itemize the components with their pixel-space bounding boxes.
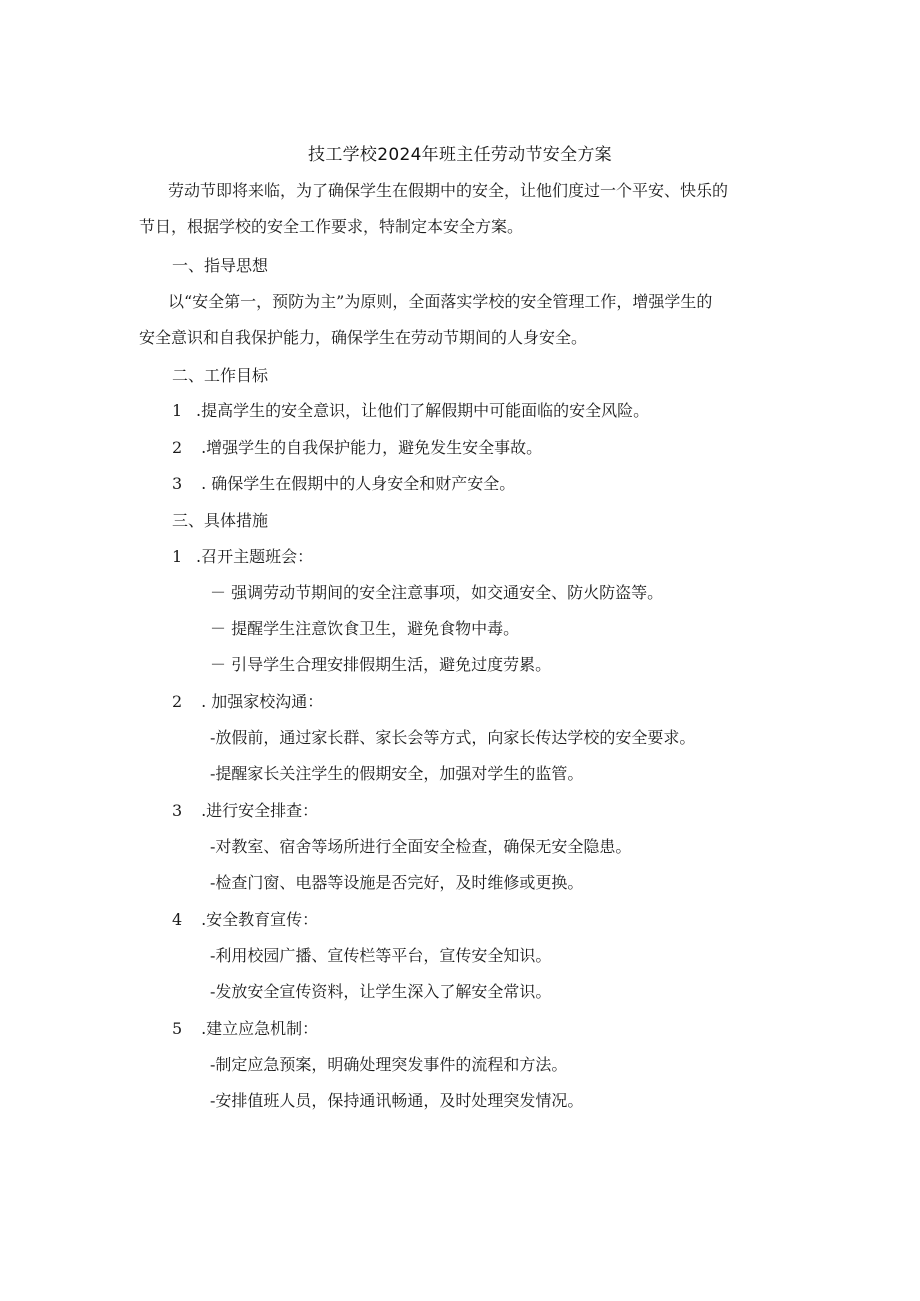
intro-line-1: 劳动节即将来临，为了确保学生在假期中的安全，让他们度过一个平安、快乐的 <box>168 181 729 200</box>
measure-title <box>172 691 323 713</box>
goal-number: 3 <box>172 474 183 493</box>
goal-number: 2 <box>172 438 183 457</box>
measure-title <box>172 800 318 822</box>
measure-point: － 引导学生合理安排假期生活，避免过度劳累。 <box>210 655 552 674</box>
goal-text: .增强学生的自我保护能力，避免发生安全事故。 <box>196 438 543 457</box>
section-heading-work-goals: 二、工作目标 <box>172 366 269 385</box>
measure-point: -发放安全宣传资料，让学生深入了解安全常识。 <box>210 982 552 1001</box>
goal-number: 1 <box>172 401 183 420</box>
measure-point: -利用校园广播、宣传栏等平台，宣传安全知识。 <box>210 946 552 965</box>
intro-line-2: 节日，根据学校的安全工作要求，特制定本安全方案。 <box>139 217 524 236</box>
goal-item <box>172 473 515 495</box>
measure-point: -安排值班人员，保持通讯畅通，及时处理突发情况。 <box>210 1091 584 1110</box>
section1-line-1: 以“安全第一，预防为主”为原则，全面落实学校的安全管理工作，增强学生的 <box>168 292 713 311</box>
measure-point: -放假前，通过家长群、家长会等方式，向家长传达学校的安全要求。 <box>210 728 696 747</box>
measure-point: -提醒家长关注学生的假期安全，加强对学生的监管。 <box>210 764 584 783</box>
goal-text: . 确保学生在假期中的人身安全和财产安全。 <box>196 474 516 493</box>
section-heading-guiding-ideology: 一、指导思想 <box>172 256 269 275</box>
section1-line-2: 安全意识和自我保护能力，确保学生在劳动节期间的人身安全。 <box>139 328 588 347</box>
measure-number: 5 <box>172 1019 183 1038</box>
measure-number: 4 <box>172 910 183 929</box>
measure-point: － 提醒学生注意饮食卫生，避免食物中毒。 <box>210 619 520 638</box>
section-heading-specific-measures: 三、具体措施 <box>172 511 269 530</box>
measure-title-text: .建立应急机制： <box>196 1019 319 1038</box>
measure-title <box>172 1018 318 1040</box>
measure-point: -检查门窗、电器等设施是否完好，及时维修或更换。 <box>210 873 584 892</box>
measure-number: 2 <box>172 692 183 711</box>
measure-point: － 强调劳动节期间的安全注意事项，如交通安全、防火防盗等。 <box>210 583 664 602</box>
measure-title-text: .安全教育宣传： <box>196 910 319 929</box>
measure-point: -制定应急预案，明确处理突发事件的流程和方法。 <box>210 1055 568 1074</box>
measure-number: 1 <box>172 547 183 566</box>
goal-item <box>172 400 649 422</box>
measure-title-text: .召开主题班会： <box>196 547 314 566</box>
measure-title <box>172 909 318 931</box>
measure-title-text: . 加强家校沟通： <box>196 692 324 711</box>
measure-title <box>172 546 313 568</box>
measure-number: 3 <box>172 801 183 820</box>
measure-point: -对教室、宿舍等场所进行全面安全检查，确保无安全隐患。 <box>210 837 632 856</box>
measure-title-text: .进行安全排查： <box>196 801 319 820</box>
goal-item <box>172 437 542 459</box>
document-title: 技工学校2024年班主任劳动节安全方案 <box>308 145 612 165</box>
goal-text: .提高学生的安全意识，让他们了解假期中可能面临的安全风险。 <box>196 401 650 420</box>
